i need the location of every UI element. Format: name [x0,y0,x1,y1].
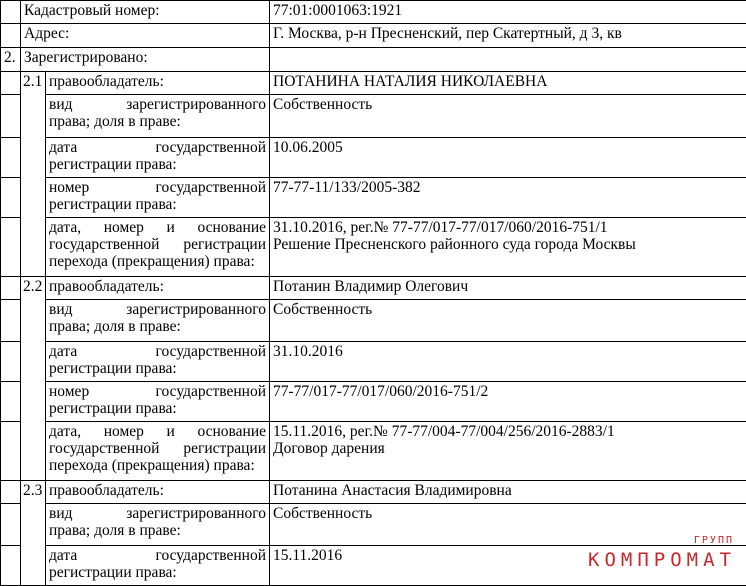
address-value: Г. Москва, р-н Пресненский, пер Скатертный, д 3, кв [270,24,746,48]
entry-holder-row [1,481,746,504]
transfer-value: 31.10.2016, рег.№ 77-77/017-77/017/060/2016-751/1 Решение Пресненского районного суда города Москвы [270,218,746,277]
reg-date-value: 15.11.2016 [270,546,746,586]
entry-number: 2.2 [21,277,46,481]
section-number: 2. [1,48,21,72]
entry-number: 2.3 [21,481,46,586]
reg-number-value: 77-77-11/133/2005-382 [270,178,746,218]
section-row [1,48,746,72]
address-row [1,24,746,48]
right-type-value: Собственность [270,504,746,546]
right-type-row [1,95,746,138]
right-type-label: вид зарегистрированного права; доля в праве: [46,300,270,342]
transfer-row [1,422,746,481]
right-type-row [1,504,746,546]
right-type-value: Собственность [270,95,746,138]
entry-holder-row [1,277,746,300]
reg-number-label: номер государственной регистрации права: [46,382,270,422]
holder-value: ПОТАНИНА НАТАЛИЯ НИКОЛАЕВНА [270,72,746,95]
transfer-label: дата, номер и основание государственной регистрации перехода (прекращения) права: [46,422,270,481]
transfer-value: 15.11.2016, рег.№ 77-77/004-77/004/256/2016-2883/1 Договор дарения [270,422,746,481]
reg-date-value: 10.06.2005 [270,138,746,178]
reg-number-row [1,178,746,218]
reg-date-label: дата государственной регистрации права: [46,138,270,178]
address-label: Адрес: [21,24,270,48]
reg-date-row [1,138,746,178]
reg-date-value: 31.10.2016 [270,342,746,382]
reg-date-row [1,342,746,382]
transfer-row [1,218,746,277]
cadastral-label: Кадастровый номер: [21,1,270,24]
watermark-main-text: КОМПРОМАТ [588,549,736,571]
reg-number-row [1,382,746,422]
holder-value: Потанина Анастасия Владимировна [270,481,746,504]
right-type-value: Собственность [270,300,746,342]
cadastral-value: 77:01:0001063:1921 [270,1,746,24]
watermark-top-text: ГРУПП [694,535,734,546]
cadastral-row [1,1,746,24]
holder-label: правообладатель: [46,277,270,300]
entry-number: 2.1 [21,72,46,277]
right-type-label: вид зарегистрированного права; доля в праве: [46,95,270,138]
section-title: Зарегистрировано: [21,48,270,72]
transfer-label: дата, номер и основание государственной регистрации перехода (прекращения) права: [46,218,270,277]
holder-value: Потанин Владимир Олегович [270,277,746,300]
entry-holder-row [1,72,746,95]
reg-number-value: 77-77/017-77/017/060/2016-751/2 [270,382,746,422]
right-type-row [1,300,746,342]
holder-label: правообладатель: [46,72,270,95]
reg-date-label: дата государственной регистрации права: [46,342,270,382]
reg-number-label: номер государственной регистрации права: [46,178,270,218]
watermark-logo [588,549,736,571]
holder-label: правообладатель: [46,481,270,504]
reg-date-label: дата государственной регистрации права: [46,546,270,586]
right-type-label: вид зарегистрированного права; доля в праве: [46,504,270,546]
